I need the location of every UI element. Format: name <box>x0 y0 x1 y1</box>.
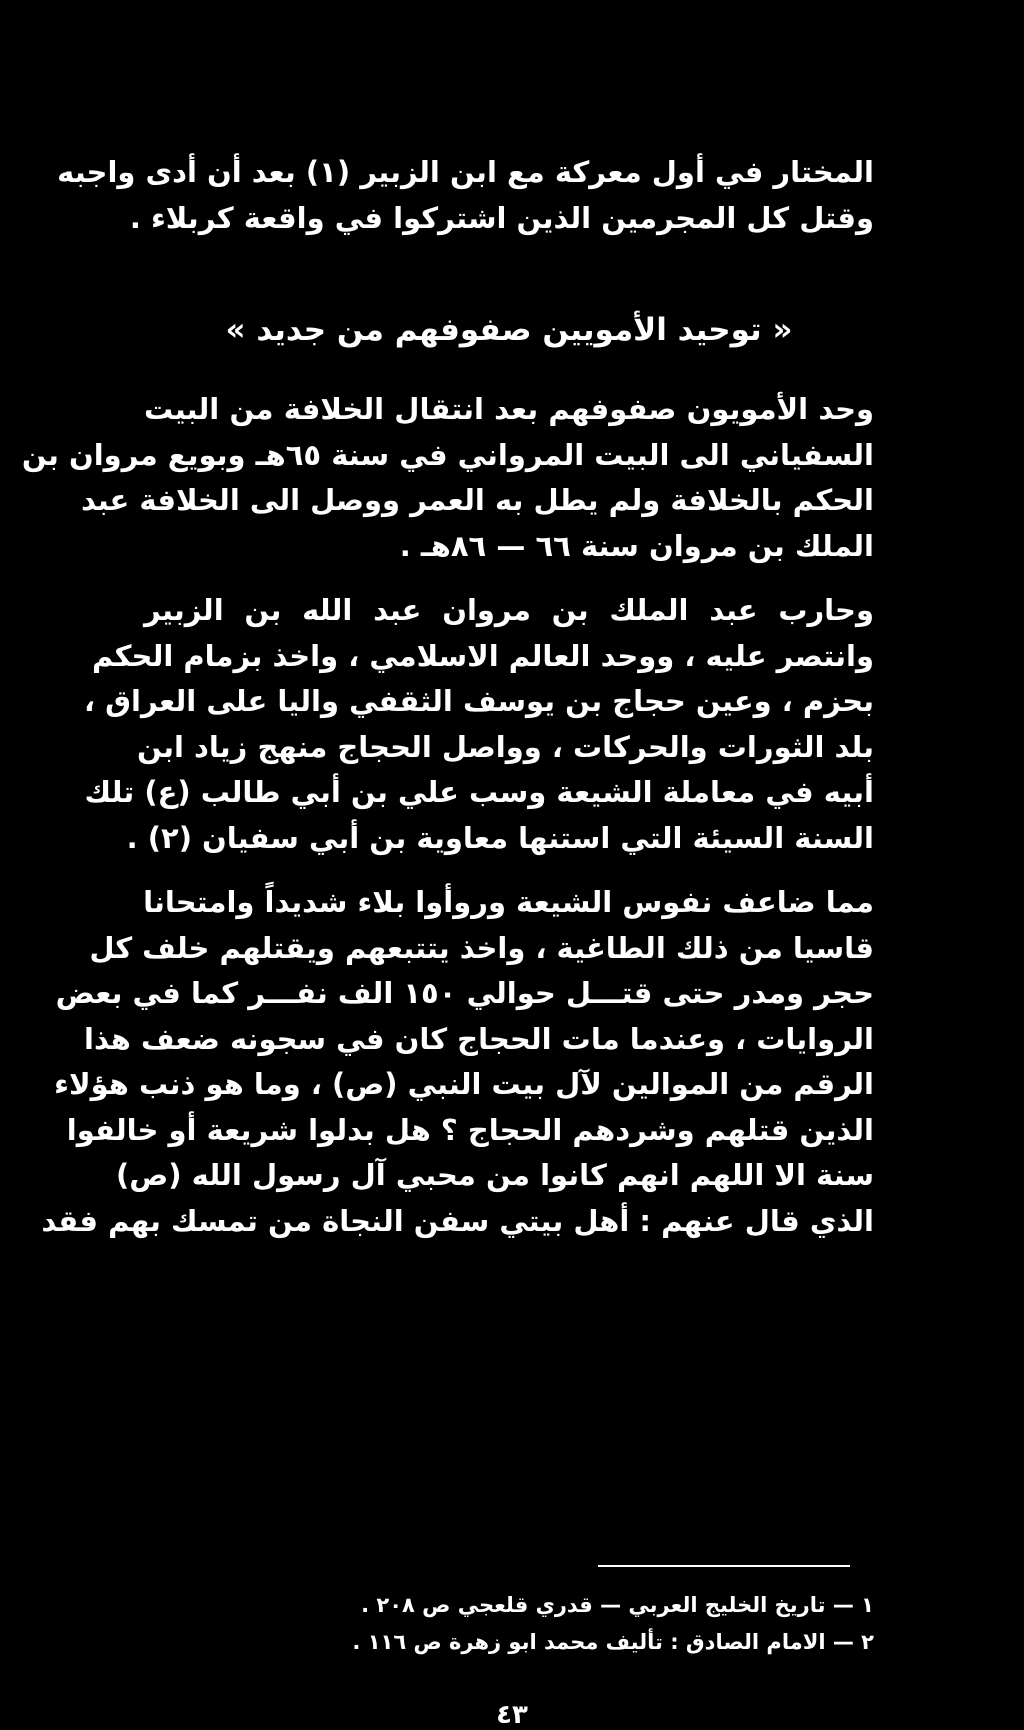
text-line: السفياني الى البيت المرواني في سنة ٦٥هـ وبويع مروان بن <box>21 437 874 472</box>
text-line: الرقم من الموالين لآل بيت النبي (ص) ، وما هو ذنب هؤلاء <box>54 1067 874 1101</box>
footnote-divider <box>598 1565 850 1567</box>
text-line: قاسيا من ذلك الطاغية ، واخذ يتتبعهم ويقتلهم خلف كل <box>89 930 874 965</box>
text-line: وانتصر عليه ، ووحد العالم الاسلامي ، واخذ بزمام الحكم <box>91 638 874 673</box>
paragraph-3 <box>84 588 874 861</box>
text-line: وحارب عبد الملك بن مروان عبد الله بن الزبير <box>144 593 874 627</box>
text-line: الحكم بالخلافة ولم يطل به العمر ووصل الى الخلافة عبد <box>80 483 874 517</box>
paragraph-1 <box>57 150 874 241</box>
footnotes <box>144 1587 874 1661</box>
text-line: مما ضاعف نفوس الشيعة وروأوا بلاء شديداً وامتحانا <box>143 885 874 919</box>
paragraph-4 <box>41 880 874 1244</box>
text-line: المختار في أول معركة مع ابن الزبير (١) بعد أن أدى واجبه <box>57 155 874 189</box>
page-number: ٤٣ <box>496 1700 528 1730</box>
text-line: الذي قال عنهم : أهل بيتي سفن النجاة من تمسك بهم فقد <box>41 1203 874 1238</box>
footnote-1: ١ — تاريخ الخليج العربي — قدري قلعجي ص ٢٠٨ . <box>361 1593 874 1617</box>
text-line: وحد الأمويون صفوفهم بعد انتقال الخلافة من البيت <box>144 392 874 426</box>
text-line: بلد الثورات والحركات ، وواصل الحجاج منهج زياد ابن <box>136 729 874 764</box>
text-line: السنة السيئة التي استنها معاوية بن أبي سفيان (٢) . <box>126 820 874 855</box>
text-line: أبيه في معاملة الشيعة وسب علي بن أبي طالب (ع) تلك <box>84 775 874 809</box>
text-line: الذين قتلهم وشردهم الحجاج ؟ هل بدلوا شريعة أو خالفوا <box>66 1112 874 1147</box>
paragraph-2 <box>21 387 874 569</box>
text-line: الروايات ، وعندما مات الحجاج كان في سجونه ضعف هذا <box>84 1021 874 1056</box>
text-line: وقتل كل المجرمين الذين اشتركوا في واقعة كربلاء . <box>129 200 874 235</box>
footnote-2: ٢ — الامام الصادق : تأليف محمد ابو زهرة ص ١١٦ . <box>352 1630 874 1654</box>
text-line: سنة الا اللهم انهم كانوا من محبي آل رسول الله (ص) <box>116 1158 874 1192</box>
text-line: الملك بن مروان سنة ٦٦ — ٨٦هـ . <box>399 528 874 563</box>
section-heading: « توحيد الأمويين صفوفهم من جديد » <box>225 312 793 348</box>
text-line: حجر ومدر حتى قتـــل حوالي ١٥٠ الف نفـــر كما في بعض <box>55 976 874 1010</box>
text-line: بحزم ، وعين حجاج بن يوسف الثقفي واليا على العراق ، <box>84 684 874 718</box>
